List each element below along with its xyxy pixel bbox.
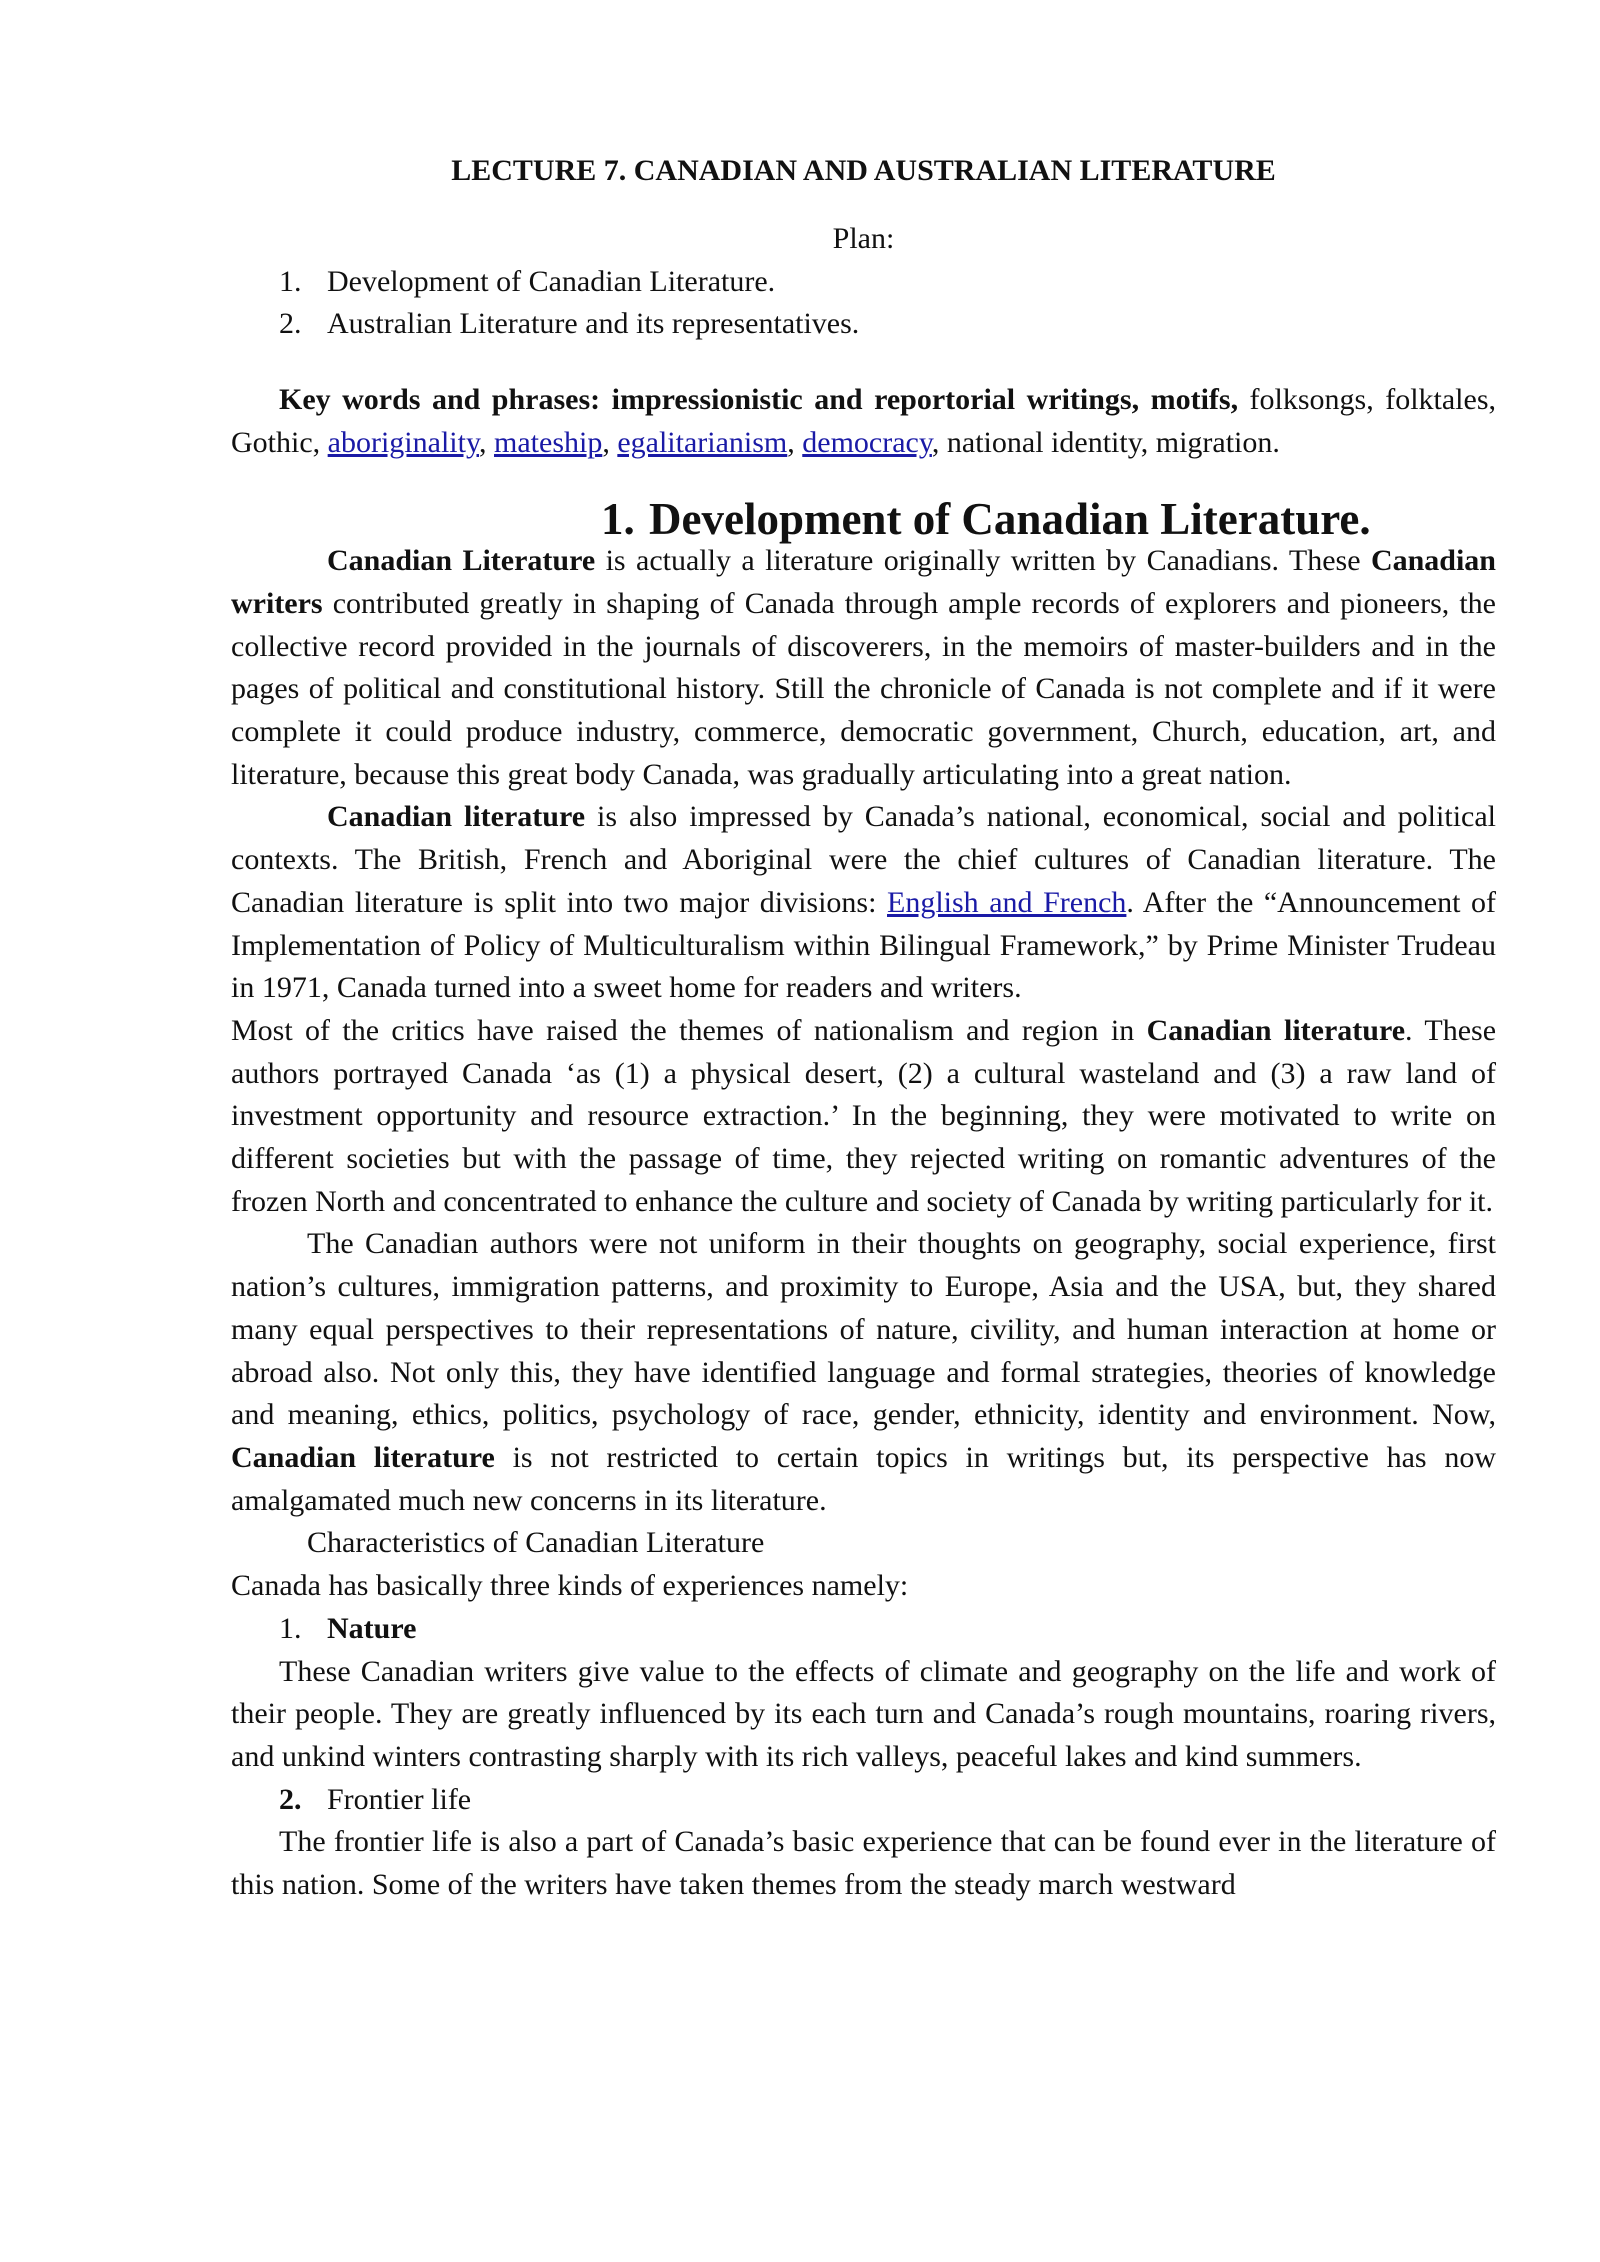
section-number: 1. (601, 493, 635, 544)
plan-item-text: Development of Canadian Literature. (327, 264, 776, 298)
bold-term: Canadian literature (1146, 1013, 1406, 1047)
characteristics-heading: Characteristics of Canadian Literature (307, 1526, 765, 1560)
paragraph-text: The Canadian authors were not uniform in their thoughts on geography, social experience, first nation’s cultures, immigration patterns, and proximity to Europe, Asia and the USA, but, they shared many equal perspectives to their representations of nature, civility, and human interaction at home or abroad also. Not only this, they have identified language and formal strategies, theories of knowledge and meaning, ethics, politics, psychology of race, gender, ethnicity, identity and environment. Now, (231, 1227, 1496, 1432)
list-item-frontier (231, 1779, 1496, 1822)
plan-item-text: Australian Literature and its representatives. (327, 307, 860, 341)
paragraph-text: contributed greatly in shaping of Canada through ample records of explorers and pioneers, the collective record provided in the journals of discoverers, in the memoirs of master-builders and in the pages of political and constitutional history. Still the chronicle of Canada is not complete and if it were complete it could produce industry, commerce, democratic government, Church, education, art, and literature, because this great body Canada, was gradually articulating into a great nation. (231, 586, 1496, 791)
paragraph-nature: These Canadian writers give value to the effects of climate and geography on the life and work of their people. They are greatly influenced by its each turn and Canada’s rough mountains, roaring rivers, and unkind winters contrasting sharply with its rich valleys, peaceful lakes and kind summers. (231, 1654, 1496, 1773)
link-democracy[interactable]: democracy (802, 425, 932, 459)
bold-term: Canadian Literature (327, 544, 596, 578)
paragraph-critics (231, 1010, 1496, 1224)
key-words-label: Key words and phrases: (279, 383, 601, 417)
paragraph-text: Most of the critics have raised the themes of nationalism and region in (231, 1013, 1147, 1047)
plan-label: Plan: (832, 222, 895, 255)
paragraph-authors (231, 1223, 1496, 1522)
section-heading (231, 493, 1496, 544)
list-item-label: Frontier life (327, 1782, 472, 1816)
plan-item-number: 2. (279, 307, 302, 341)
key-words-paragraph: Key words and phrases: impressionistic and reportorial writings, motifs, folksongs, folktales, Gothic, aboriginality, mateship, egalitarianism, democracy, national identity, migration. (231, 383, 1497, 459)
bold-term: Canadian literature (327, 800, 586, 834)
link-aboriginality[interactable]: aboriginality (327, 425, 480, 459)
list-item-number: 2. (279, 1782, 302, 1816)
paragraph-frontier: The frontier life is also a part of Canada’s basic experience that can be found ever in the literature of this nation. Some of the writers have taken themes from the steady march westward (231, 1825, 1496, 1902)
list-item-nature (231, 1608, 1496, 1651)
link-mateship[interactable]: mateship (494, 425, 603, 459)
paragraph-text: . These authors portrayed Canada ‘as (1) a physical desert, (2) a cultural wasteland and (3) a raw land of investment opportunity and resource extraction.’ In the beginning, they were motivated to write on different societies but with the passage of time, they rejected writing on romantic adventures of the frozen North and concentrated to enhance the culture and society of Canada by writing particularly for it. (231, 1013, 1497, 1218)
experiences-intro: Canada has basically three kinds of experiences namely: (231, 1569, 909, 1603)
paragraph-text: is actually a literature originally written by Canadians. These (595, 544, 1371, 578)
list-item-label: Nature (327, 1611, 417, 1645)
paragraph-text: is also impressed by Canada’s national, economical, social and political contexts. The British, French and Aboriginal were the chief cultures of Canadian literature. The Canadian literature is split into two major divisions: (231, 800, 1496, 919)
plan-item (231, 303, 1496, 346)
plan-list (231, 261, 1496, 346)
lecture-title: LECTURE 7. CANADIAN AND AUSTRALIAN LITERATURE (451, 154, 1276, 187)
plan-item (231, 261, 1496, 304)
document-content (231, 150, 1496, 1907)
paragraph-text: is not restricted to certain topics in writings but, its perspective has now amalgamated much new concerns in its literature. (231, 1440, 1497, 1517)
key-words-text: folksongs, folktales, Gothic, (231, 383, 1497, 459)
section-title: Development of Canadian Literature. (649, 493, 1371, 544)
link-egalitarianism[interactable]: egalitarianism (617, 425, 788, 459)
plan-item-number: 1. (279, 264, 302, 298)
paragraph-text: . After the “Announcement of Implementation of Policy of Multiculturalism within Bilingual Framework,” by Prime Minister Trudeau in 1971, Canada turned into a sweet home for readers and writers. (231, 885, 1496, 1005)
bold-term: Canadian literature (231, 1440, 495, 1474)
link-english-and-french[interactable]: English and French (887, 885, 1127, 919)
key-words-tail: , national identity, migration. (931, 425, 1280, 459)
bold-term: Canadian writers (231, 544, 1496, 620)
key-words-bold-terms: impressionistic and reportorial writings, motifs, (611, 383, 1239, 417)
paragraph-contexts (231, 796, 1496, 1010)
list-item-number: 1. (279, 1611, 302, 1645)
paragraph-canadian-literature (231, 540, 1496, 796)
